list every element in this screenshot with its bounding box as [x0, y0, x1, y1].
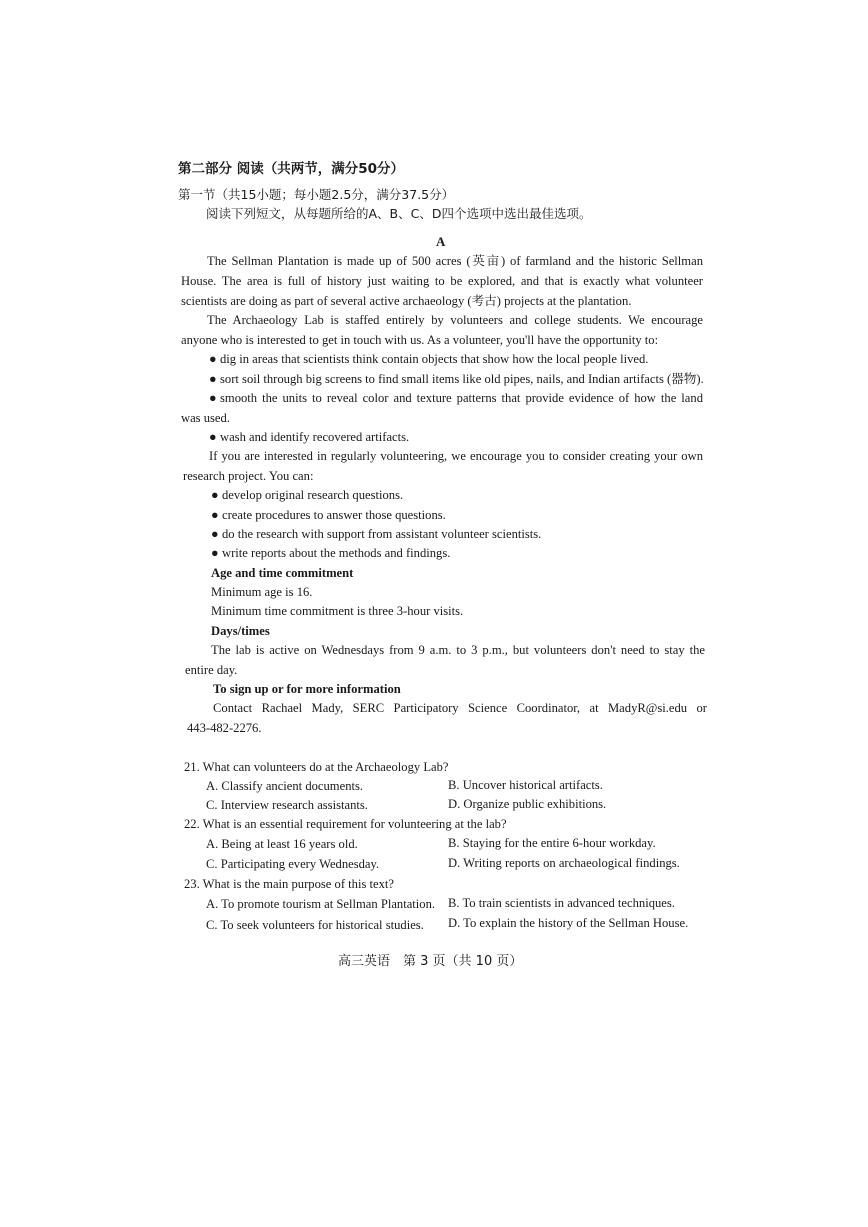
question-stem: 23. What is the main purpose of this text? [184, 877, 394, 891]
signup-heading: To sign up or for more information [213, 682, 401, 696]
option-a: A. Being at least 16 years old. [206, 837, 358, 851]
list-item: ● smooth the units to reveal color and texture patterns that provide evidence of how the land [209, 391, 703, 405]
time-line: Minimum time commitment is three 3-hour visits. [211, 604, 464, 618]
signup-line: Contact Rachael Mady, SERC Participatory Science Coordinator, at MadyR@si.edu or [213, 701, 707, 715]
page-footer: 高三英语 第 3 页（共 10 页） [338, 954, 523, 969]
option-b: B. Uncover historical artifacts. [448, 778, 603, 792]
option-c: C. Participating every Wednesday. [206, 857, 380, 871]
option-d: D. Organize public exhibitions. [448, 797, 607, 811]
passage-line: research project. You can: [183, 469, 314, 483]
age-heading: Age and time commitment [211, 566, 354, 580]
passage-line: anyone who is interested to get in touch with us. As a volunteer, you'll have the opportunity to: [181, 333, 659, 347]
age-line: Minimum age is 16. [211, 585, 313, 599]
question-stem: 21. What can volunteers do at the Archaeology Lab? [184, 760, 449, 774]
days-line: The lab is active on Wednesdays from 9 a.m. to 3 p.m., but volunteers don't need to stay the [211, 643, 705, 657]
bullet-icon: ● [211, 508, 219, 522]
bullet-icon: ● [209, 430, 217, 444]
list-item: ● do the research with support from assistant volunteer scientists. [211, 527, 542, 541]
signup-phone: 443-482-2276. [187, 721, 262, 735]
passage-line: scientists are doing as part of several active archaeology (考古) projects at the plantation. [181, 294, 632, 308]
passage-line: House. The area is full of history just waiting to be explored, and that is exactly what volunteer [181, 274, 703, 288]
bullet-icon: ● [209, 372, 217, 386]
list-item: ● create procedures to answer those questions. [211, 508, 446, 522]
question-stem: 22. What is an essential requirement for volunteering at the lab? [184, 817, 507, 831]
bullet-icon: ● [209, 352, 217, 366]
section-heading: 第一节（共15小题；每小题2.5分，满分37.5分） [178, 187, 455, 202]
option-c: C. Interview research assistants. [206, 798, 368, 812]
passage-line: If you are interested in regularly volunteering, we encourage you to consider creating your own [209, 449, 703, 463]
option-a: A. Classify ancient documents. [206, 779, 364, 793]
bullet-icon: ● [211, 527, 219, 541]
bullet-icon: ● [211, 546, 219, 560]
list-item: ● sort soil through big screens to find small items like old pipes, nails, and Indian artifacts (器物). [209, 372, 704, 386]
bullet-icon: ● [211, 488, 219, 502]
list-item: ● write reports about the methods and findings. [211, 546, 451, 560]
days-heading: Days/times [211, 624, 270, 638]
option-b: B. To train scientists in advanced techniques. [448, 896, 675, 910]
passage-line: The Archaeology Lab is staffed entirely by volunteers and college students. We encourage [207, 313, 703, 327]
option-d: D. Writing reports on archaeological findings. [448, 856, 680, 870]
passage-line: The Sellman Plantation is made up of 500 acres (英亩) of farmland and the historic Sellman [207, 254, 703, 268]
list-item: ● dig in areas that scientists think contain objects that show how the local people lived. [209, 352, 649, 366]
bullet-icon: ● [209, 391, 217, 405]
option-d: D. To explain the history of the Sellman House. [448, 916, 689, 930]
option-c: C. To seek volunteers for historical studies. [206, 918, 424, 932]
instruction-text: 阅读下列短文，从每题所给的A、B、C、D四个选项中选出最佳选项。 [206, 206, 592, 221]
option-a: A. To promote tourism at Sellman Plantation. [206, 897, 436, 911]
list-item-continuation: was used. [181, 411, 230, 425]
list-item: ● develop original research questions. [211, 488, 404, 502]
option-b: B. Staying for the entire 6-hour workday. [448, 836, 656, 850]
passage-letter: A [436, 234, 446, 249]
part-heading: 第二部分 阅读（共两节，满分50分） [178, 161, 404, 177]
list-item: ● wash and identify recovered artifacts. [209, 430, 410, 444]
days-line: entire day. [185, 663, 238, 677]
